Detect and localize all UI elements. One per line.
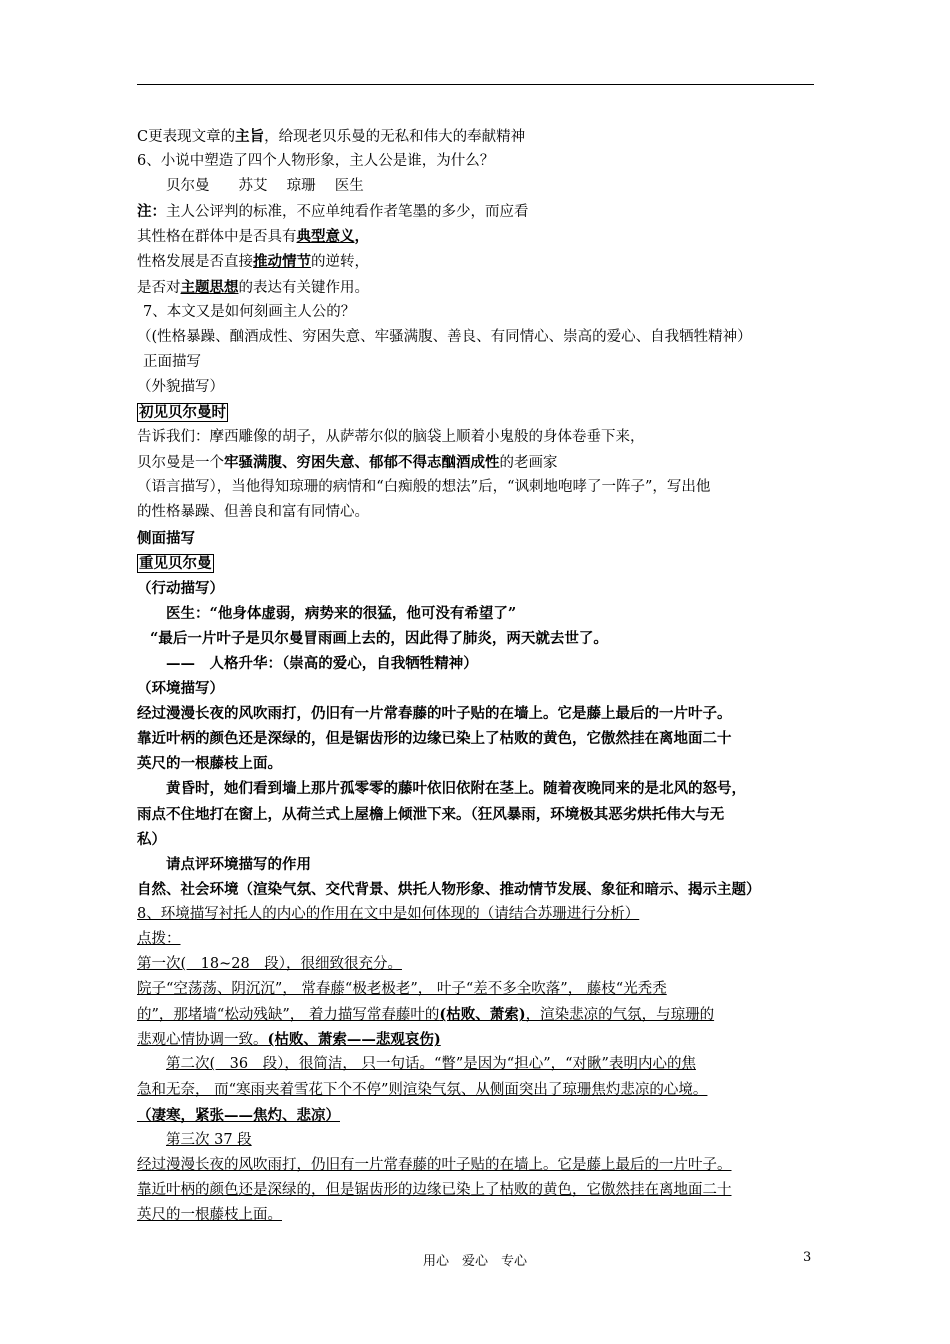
text-line: 英尺的一根藤枝上面。 [137, 1207, 282, 1224]
text-line: 自然、社会环境（渲染气氛、交代背景、烘托人物形象、推动情节发展、象征和暗示、揭示主题） [137, 880, 761, 898]
text-line: 第一次( 18~28 段），很细致很充分。 [137, 956, 402, 973]
note-line: 注：主人公评判的标准，不应单纯看作者笔墨的多少，而应看 [137, 203, 529, 221]
text-line: 黄昏时，她们看到墙上那片孤零零的藤叶依旧依附在茎上。随着夜晚同来的是北风的怒号， [166, 780, 746, 798]
text-line: C更表现文章的主旨，给现老贝乐曼的无私和伟大的奉献精神 [137, 128, 526, 145]
text-line: 点拨： [137, 931, 181, 947]
text-line: 英尺的一根藤枝上面。 [137, 755, 282, 773]
text-line: —— 人格升华：（崇高的爱心，自我牺牲精神） [166, 654, 478, 672]
text-line: （(性格暴躁、酗酒成性、穷困失意、牢骚满腹、善良、有同情心、崇高的爱心、自我牺牲精神） [137, 328, 752, 345]
text-line: （环境描写） [137, 680, 224, 698]
footer-motto: 用心 爱心 专心 [422, 1254, 527, 1269]
document-body [137, 124, 817, 1228]
text-line: 第三次 37 段 [166, 1131, 252, 1148]
text-line: 经过漫漫长夜的风吹雨打，仍旧有一片常春藤的叶子贴的在墙上。它是藤上最后的一片叶子。 [137, 1156, 732, 1173]
question-7: 7、本文又是如何刻画主人公的？ [143, 303, 356, 320]
text-line: 请点评环境描写的作用 [166, 855, 311, 873]
question-8: 8、环境描写衬托人的内心的作用在文中是如何体现的（请结合苏珊进行分析） [137, 905, 640, 922]
boxed-heading: 重见贝尔曼 [139, 554, 212, 572]
text-line: （行动描写） [137, 579, 224, 597]
text-line: 的性格暴躁、但善良和富有同情心。 [137, 504, 369, 521]
text-line: 是否对主题思想的表达有关键作用。 [137, 278, 369, 296]
text-line: 急和无奈， 而“寒雨夹着雪花下个不停”则渲染气氛、从侧面突出了琼珊焦灼悲凉的心境。 [137, 1081, 708, 1098]
section-heading: 正面描写 [143, 353, 201, 370]
text-line: 经过漫漫长夜的风吹雨打，仍旧有一片常春藤的叶子贴的在墙上。它是藤上最后的一片叶子。 [137, 705, 732, 723]
text-line: （语言描写），当他得知琼珊的病情和“白痴般的想法”后，“讽刺地咆哮了一阵子”，写出他 [137, 479, 711, 496]
text-line: （凄寒，紧张——焦灼、悲凉） [137, 1106, 340, 1124]
text-line: 悲观心情协调一致。(枯败、萧索——悲观哀伤) [137, 1031, 441, 1049]
text-line: 医生：“他身体虚弱，病势来的很猛，他可没有希望了” [166, 604, 517, 622]
page-number: 3 [803, 1250, 812, 1265]
text-line: 靠近叶柄的颜色还是深绿的，但是锯齿形的边缘已染上了枯败的黄色，它傲然挂在离地面二十 [137, 730, 732, 748]
section-heading: 侧面描写 [137, 529, 195, 547]
boxed-heading: 初见贝尔曼时 [139, 404, 226, 422]
header-rule [137, 84, 814, 85]
text-line: 私） [137, 830, 166, 848]
text-line: 雨点不住地打在窗上，从荷兰式上屋檐上倾泄下来。（狂风暴雨，环境极其恶劣烘托伟大与无 [137, 805, 725, 823]
text-line: 靠近叶柄的颜色还是深绿的，但是锯齿形的边缘已染上了枯败的黄色，它傲然挂在离地面二十 [137, 1181, 732, 1198]
question-6: 6、小说中塑造了四个人物形象，主人公是谁，为什么？ [137, 153, 495, 170]
character-list: 贝尔曼 苏艾 琼珊 医生 [166, 178, 364, 195]
text-line: 第二次( 36 段），很简洁， 只一句话。“瞥”是因为“担心”，“对瞅”表明内心的焦 [166, 1056, 696, 1073]
text-line: 的”，那堵墙“松动残缺”， 着力描写常春藤叶的(枯败、萧索)，渲染悲凉的气氛，与琼珊的 [137, 1006, 715, 1024]
text-line: 其性格在群体中是否具有典型意义， [137, 228, 369, 246]
text-line: “最后一片叶子是贝尔曼冒雨画上去的，因此得了肺炎，两天就去世了。 [150, 629, 608, 647]
text-line: 院子“空荡荡、阴沉沉”， 常春藤“极老极老”， 叶子“差不多全吹落”， 藤枝“光秃秃 [137, 981, 667, 998]
text-line: 贝尔曼是一个牢骚满腹、穷困失意、郁郁不得志酗酒成性的老画家 [137, 454, 558, 472]
text-line: （外貌描写） [137, 378, 224, 395]
text-line: 告诉我们：摩西雕像的胡子，从萨蒂尔似的脑袋上顺着小鬼般的身体卷垂下来， [137, 429, 645, 446]
text-line: 性格发展是否直接推动情节的逆转， [137, 253, 369, 271]
